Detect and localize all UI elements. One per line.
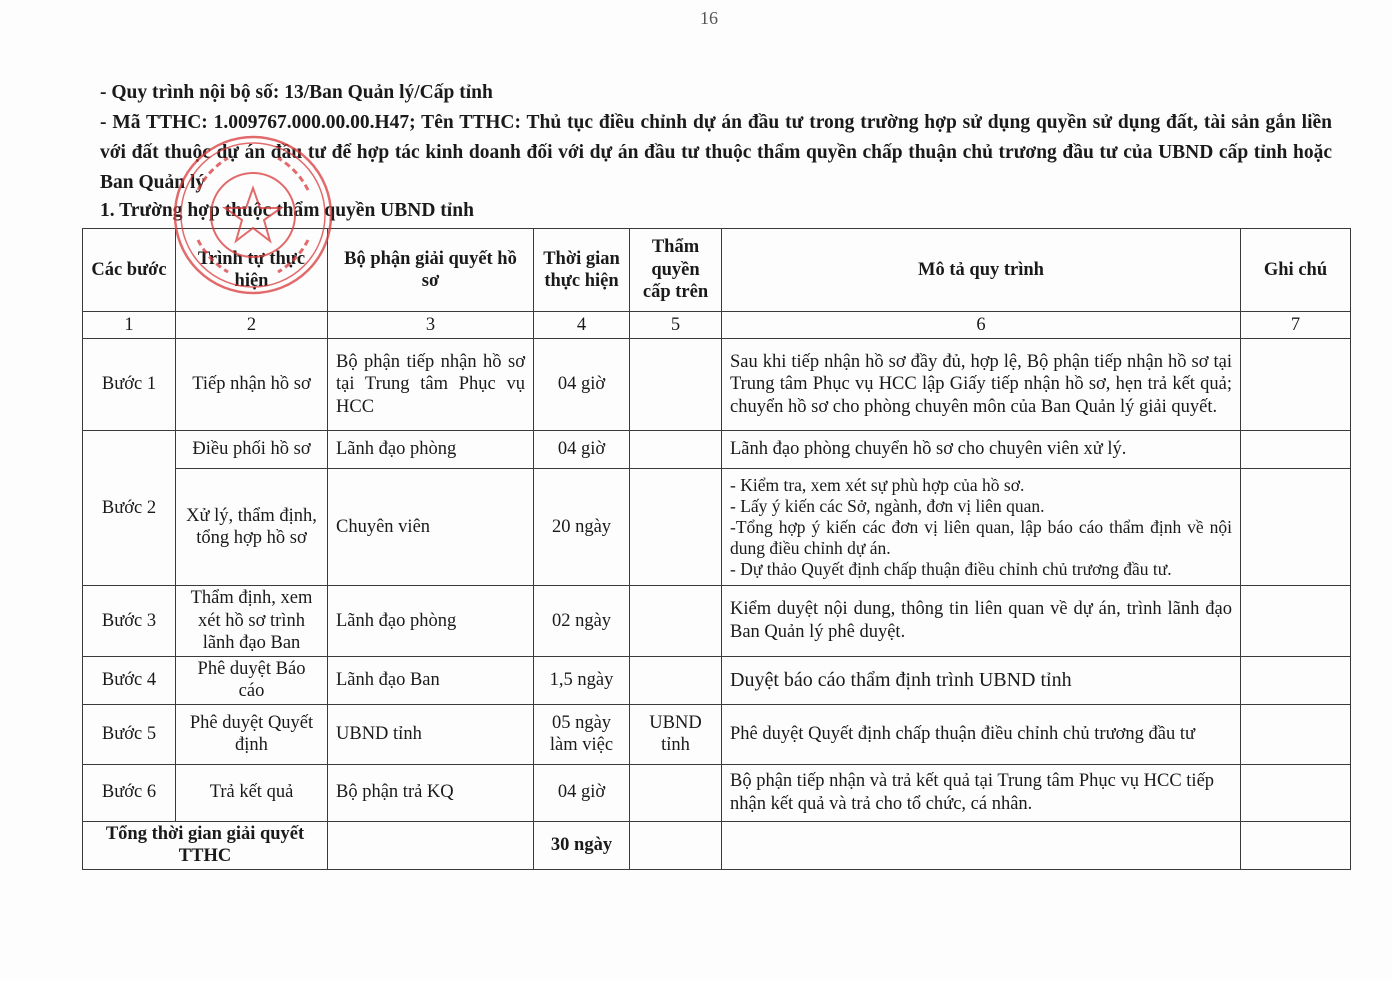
time-cell: 1,5 ngày [534,656,630,704]
task-cell: Xử lý, thẩm định, tổng hợp hồ sơ [176,469,328,586]
step-cell: Bước 2 [83,431,176,586]
description-line: - Lấy ý kiến các Sở, ngành, đơn vị liên quan. [730,495,1045,516]
dept-cell: Lãnh đạo phòng [328,431,534,469]
step-cell: Bước 5 [83,704,176,764]
time-cell: 04 giờ [534,339,630,431]
note-cell [1241,431,1351,469]
table-row [83,431,1351,469]
step-cell: Bước 1 [83,339,176,431]
note-cell [1241,586,1351,657]
task-cell: Phê duyệt Quyết định [176,704,328,764]
header-cell: Ghi chú [1241,229,1351,312]
total-empty-cell [1241,821,1351,869]
header-cell: Các bước [83,229,176,312]
task-cell: Thẩm định, xem xét hồ sơ trình lãnh đạo Ban [176,586,328,657]
total-empty-cell [630,821,722,869]
column-number: 1 [83,312,176,339]
document-header [100,78,1332,226]
section-heading: 1. Trường hợp thuộc thẩm quyền UBND tỉnh [100,200,474,221]
note-cell [1241,764,1351,821]
column-number: 2 [176,312,328,339]
authority-cell: UBND tỉnh [630,704,722,764]
table-row [83,764,1351,821]
description-cell: Kiểm duyệt nội dung, thông tin liên quan về dự án, trình lãnh đạo Ban Quản lý phê duyệt. [722,586,1241,657]
step-cell: Bước 6 [83,764,176,821]
time-cell: 20 ngày [534,469,630,586]
time-cell: 04 giờ [534,431,630,469]
dept-cell: Bộ phận trả KQ [328,764,534,821]
dept-cell: Lãnh đạo phòng [328,586,534,657]
description-cell: Lãnh đạo phòng chuyển hồ sơ cho chuyên viên xử lý. [722,431,1241,469]
time-cell: 05 ngày làm việc [534,704,630,764]
dept-cell: Bộ phận tiếp nhận hồ sơ tại Trung tâm Phục vụ HCC [328,339,534,431]
header-cell: Thời gian thực hiện [534,229,630,312]
total-empty-cell [328,821,534,869]
dept-cell: Lãnh đạo Ban [328,656,534,704]
header-cell: Mô tả quy trình [722,229,1241,312]
description-cell: Phê duyệt Quyết định chấp thuận điều chỉnh chủ trương đầu tư [722,704,1241,764]
step-cell: Bước 3 [83,586,176,657]
procedure-number: - Quy trình nội bộ số: 13/Ban Quản lý/Cấp tỉnh [100,82,493,103]
table-row [83,704,1351,764]
description-cell: Sau khi tiếp nhận hồ sơ đầy đủ, hợp lệ, Bộ phận tiếp nhận hồ sơ tại Trung tâm Phục vụ HCC lập Giấy tiếp nhận hồ sơ, hẹn trả kết quả; chuyển hồ sơ cho phòng chuyên môn của Ban Quản lý giải quyết. [722,339,1241,431]
header-cell: Bộ phận giải quyết hồ sơ [328,229,534,312]
time-cell: 02 ngày [534,586,630,657]
task-cell: Trả kết quả [176,764,328,821]
column-number: 6 [722,312,1241,339]
authority-cell [630,586,722,657]
authority-cell [630,339,722,431]
task-cell: Tiếp nhận hồ sơ [176,339,328,431]
table-header-row [83,229,1351,312]
note-cell [1241,469,1351,586]
dept-cell: UBND tỉnh [328,704,534,764]
total-row [83,821,1351,869]
task-cell: Phê duyệt Báo cáo [176,656,328,704]
page-number: 16 [700,8,718,28]
authority-cell [630,764,722,821]
table-row [83,469,1351,586]
total-time: 30 ngày [534,821,630,869]
description-cell: Duyệt báo cáo thẩm định trình UBND tỉnh [722,656,1241,704]
description-line: - Kiểm tra, xem xét sự phù hợp của hồ sơ. [730,474,1025,495]
note-cell [1241,656,1351,704]
procedure-code-title: - Mã TTHC: 1.009767.000.00.00.H47; Tên TTHC: Thủ tục điều chỉnh dự án đầu tư trong trường hợp sử dụng quyền sử dụng đất, tài sản gắn liền với đất thuộc dự án đầu tư để hợp tác kinh doanh đối với dự án đầu tư thuộc thẩm quyền chấp thuận chủ trương đầu tư của UBND cấp tỉnh hoặc Ban Quản lý [100,112,1332,193]
description-line: -Tổng hợp ý kiến các đơn vị liên quan, lập báo cáo thẩm định về nội dung điều chỉnh dự án. [730,516,1232,558]
note-cell [1241,339,1351,431]
column-number-row [83,312,1351,339]
header-cell: Thẩm quyền cấp trên [630,229,722,312]
column-number: 3 [328,312,534,339]
column-number: 5 [630,312,722,339]
note-cell [1241,704,1351,764]
column-number: 4 [534,312,630,339]
procedure-table [82,228,1351,870]
table-row [83,586,1351,657]
step-cell: Bước 4 [83,656,176,704]
description-line: - Dự thảo Quyết định chấp thuận điều chỉnh chủ trương đầu tư. [730,558,1172,579]
total-label: Tổng thời gian giải quyết TTHC [83,821,328,869]
dept-cell: Chuyên viên [328,469,534,586]
authority-cell [630,656,722,704]
description-cell: Bộ phận tiếp nhận và trả kết quả tại Trung tâm Phục vụ HCC tiếp nhận kết quả và trả cho tổ chức, cá nhân. [722,764,1241,821]
authority-cell [630,469,722,586]
header-cell: Trình tự thực hiện [176,229,328,312]
table-row [83,656,1351,704]
time-cell: 04 giờ [534,764,630,821]
column-number: 7 [1241,312,1351,339]
table-row [83,339,1351,431]
description-cell [722,469,1241,586]
total-empty-cell [722,821,1241,869]
task-cell: Điều phối hồ sơ [176,431,328,469]
authority-cell [630,431,722,469]
